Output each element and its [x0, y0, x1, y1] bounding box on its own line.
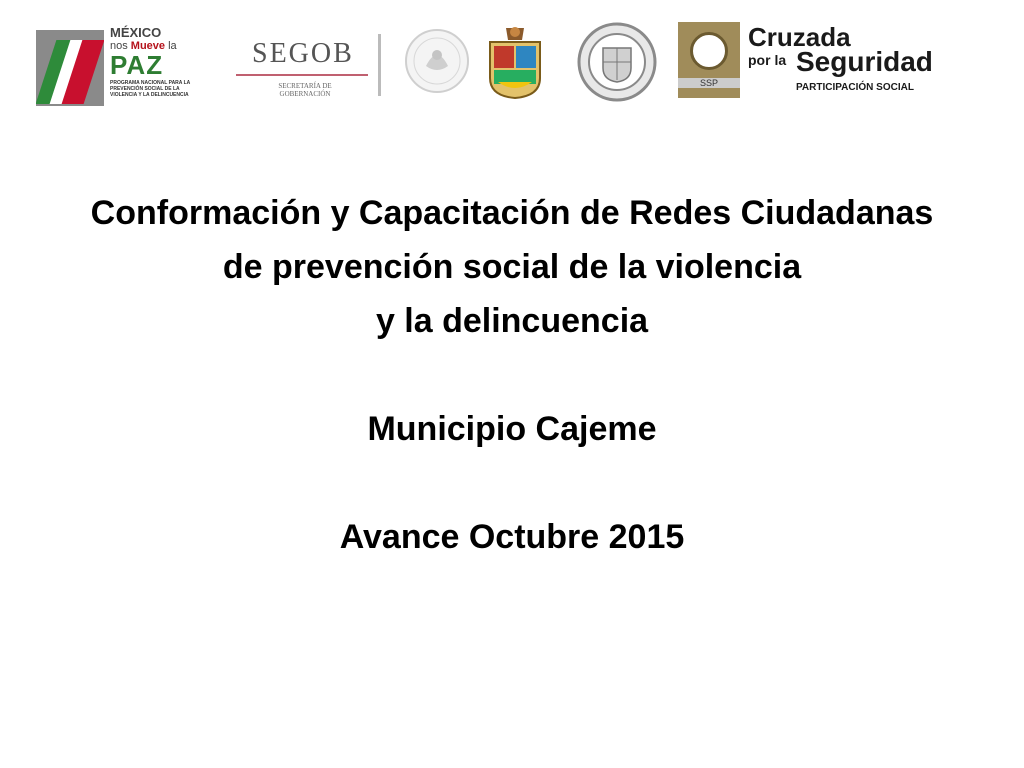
title-line-1: Conformación y Capacitación de Redes Ciudadanas	[90, 194, 934, 232]
mexico-paz-line2: nos Mueve la	[110, 40, 177, 52]
por-la-word: por la	[748, 52, 787, 68]
participacion-social-word: PARTICIPACIÓN SOCIAL	[796, 82, 914, 93]
mexico-paz-text	[110, 26, 200, 98]
logo-bar	[0, 0, 1024, 120]
seguridad-word: Seguridad	[796, 46, 933, 77]
segob-name: SEGOB	[252, 38, 354, 69]
mexico-nos-mueve-la-paz-logo	[36, 26, 196, 110]
mexico-paz-program-text: PROGRAMA NACIONAL PARA LA PREVENCIÓN SOCIAL DE LA VIOLENCIA Y LA DELINCUENCIA	[110, 80, 191, 98]
title-line-2: de prevención social de la violencia	[222, 248, 802, 286]
cruzada-word: Cruzada	[748, 22, 851, 52]
mexico-paz-line3: PAZ	[110, 50, 164, 80]
mexico-paz-line1: MÉXICO	[110, 25, 162, 40]
municipality-heading: Municipio Cajeme	[367, 410, 657, 448]
segob-logo	[230, 34, 380, 104]
national-coat-of-arms-icon	[404, 28, 470, 94]
cruzada-por-la-seguridad-logo	[678, 22, 978, 102]
segob-underline	[236, 74, 368, 76]
logo-divider	[378, 34, 381, 96]
ssp-label: SSP	[678, 78, 740, 88]
ssp-badge	[678, 22, 740, 98]
mexico-flag-emblem	[36, 30, 104, 106]
sonora-state-seal-icon	[577, 22, 657, 102]
cajeme-coat-of-arms-icon	[486, 24, 544, 100]
title-line-3: y la delincuencia	[375, 302, 649, 340]
segob-subtitle: SECRETARÍA DE GOBERNACIÓN	[278, 82, 332, 98]
progress-heading: Avance Octubre 2015	[339, 518, 685, 556]
ssp-seal-icon	[690, 32, 728, 70]
slide-title-block	[0, 186, 1024, 564]
